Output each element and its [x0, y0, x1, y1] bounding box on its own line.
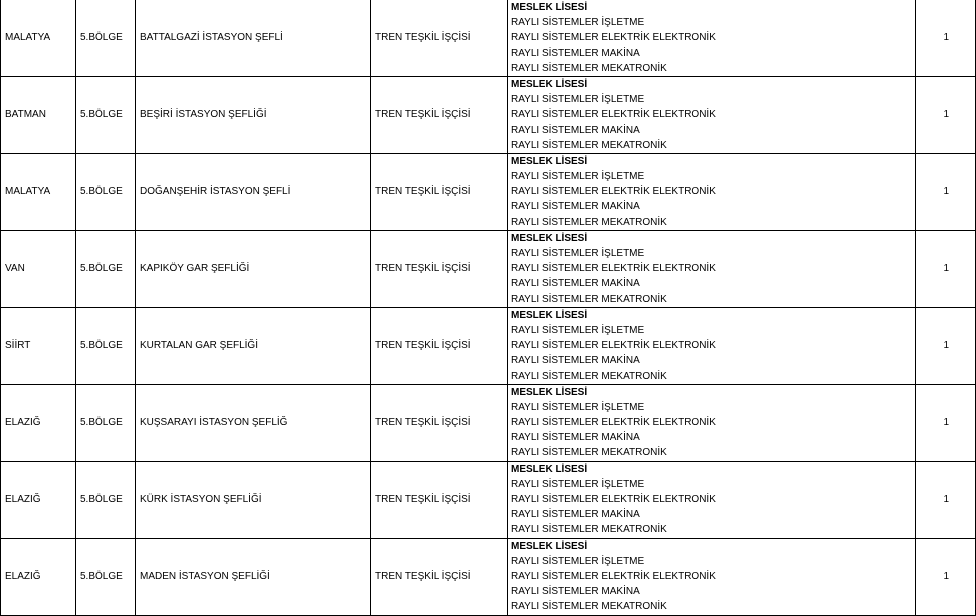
- unit-cell: DOĞANŞEHİR İSTASYON ŞEFLİ: [136, 153, 371, 230]
- requirement-line: RAYLI SİSTEMLER MEKATRONİK: [511, 216, 667, 228]
- requirement-line: RAYLI SİSTEMLER ELEKTRİK ELEKTRONİK: [511, 340, 716, 352]
- region-cell: 5.BÖLGE: [76, 384, 136, 461]
- region-cell: 5.BÖLGE: [76, 76, 136, 153]
- province-cell: SİİRT: [1, 307, 76, 384]
- requirement-line: RAYLI SİSTEMLER MAKİNA: [511, 586, 640, 598]
- requirement-line: RAYLI SİSTEMLER İŞLETME: [511, 555, 645, 567]
- table-row: [1, 461, 976, 538]
- count-cell: 1: [916, 461, 976, 538]
- province-cell: ELAZIĞ: [1, 461, 76, 538]
- requirement-line: RAYLI SİSTEMLER MAKİNA: [511, 355, 640, 367]
- position-cell: TREN TEŞKİL İŞÇİSİ: [371, 76, 508, 153]
- requirement-line: RAYLI SİSTEMLER MEKATRONİK: [511, 601, 667, 613]
- requirement-line: RAYLI SİSTEMLER MAKİNA: [511, 432, 640, 444]
- requirement-line: RAYLI SİSTEMLER MEKATRONİK: [511, 139, 667, 151]
- requirement-line: RAYLI SİSTEMLER MAKİNA: [511, 509, 640, 521]
- count-cell: 1: [916, 76, 976, 153]
- table-row: [1, 307, 976, 384]
- requirement-title: MESLEK LİSESİ: [511, 540, 588, 552]
- unit-cell: KAPIKÖY GAR ŞEFLİĞİ: [136, 230, 371, 307]
- table-row: [1, 76, 976, 153]
- count-cell: 1: [916, 230, 976, 307]
- unit-cell: BEŞİRİ İSTASYON ŞEFLİĞİ: [136, 76, 371, 153]
- position-cell: TREN TEŞKİL İŞÇİSİ: [371, 153, 508, 230]
- requirement-line: RAYLI SİSTEMLER İŞLETME: [511, 248, 645, 259]
- province-cell: ELAZIĞ: [1, 538, 76, 615]
- requirement-title: MESLEK LİSESİ: [511, 2, 588, 13]
- table-row: [1, 384, 976, 461]
- requirement-line: RAYLI SİSTEMLER ELEKTRİK ELEKTRONİK: [511, 32, 716, 44]
- position-cell: TREN TEŞKİL İŞÇİSİ: [371, 538, 508, 615]
- requirements-cell: [508, 76, 916, 153]
- position-cell: TREN TEŞKİL İŞÇİSİ: [371, 230, 508, 307]
- requirement-title: MESLEK LİSESİ: [511, 155, 588, 167]
- requirement-line: RAYLI SİSTEMLER MEKATRONİK: [511, 293, 667, 305]
- count-cell: 1: [916, 384, 976, 461]
- requirement-line: RAYLI SİSTEMLER İŞLETME: [511, 401, 645, 413]
- requirement-line: RAYLI SİSTEMLER MAKİNA: [511, 47, 640, 59]
- requirement-line: RAYLI SİSTEMLER MAKİNA: [511, 201, 640, 213]
- requirements-cell: [508, 307, 916, 384]
- requirement-line: RAYLI SİSTEMLER İŞLETME: [511, 94, 645, 106]
- requirement-line: RAYLI SİSTEMLER MAKİNA: [511, 124, 640, 136]
- requirements-cell: [508, 0, 916, 76]
- requirement-line: RAYLI SİSTEMLER MEKATRONİK: [511, 524, 667, 536]
- requirement-line: RAYLI SİSTEMLER ELEKTRİK ELEKTRONİK: [511, 570, 716, 582]
- unit-cell: KURTALAN GAR ŞEFLİĞİ: [136, 307, 371, 384]
- province-cell: BATMAN: [1, 76, 76, 153]
- unit-cell: BATTALGAZİ İSTASYON ŞEFLİ: [136, 0, 371, 76]
- requirement-line: RAYLI SİSTEMLER ELEKTRİK ELEKTRONİK: [511, 186, 716, 198]
- region-cell: 5.BÖLGE: [76, 153, 136, 230]
- requirement-line: RAYLI SİSTEMLER MEKATRONİK: [511, 370, 667, 382]
- requirements-cell: [508, 538, 916, 615]
- table-body: [1, 0, 976, 615]
- position-cell: TREN TEŞKİL İŞÇİSİ: [371, 461, 508, 538]
- count-cell: 1: [916, 538, 976, 615]
- requirement-title: MESLEK LİSESİ: [511, 78, 588, 90]
- requirement-line: RAYLI SİSTEMLER ELEKTRİK ELEKTRONİK: [511, 263, 716, 275]
- requirement-line: RAYLI SİSTEMLER İŞLETME: [511, 324, 645, 336]
- position-cell: TREN TEŞKİL İŞÇİSİ: [371, 0, 508, 76]
- requirement-line: RAYLI SİSTEMLER ELEKTRİK ELEKTRONİK: [511, 494, 716, 505]
- region-cell: 5.BÖLGE: [76, 230, 136, 307]
- requirement-title: MESLEK LİSESİ: [511, 386, 588, 398]
- table-row: [1, 538, 976, 615]
- province-cell: MALATYA: [1, 0, 76, 76]
- requirements-cell: [508, 153, 916, 230]
- province-cell: MALATYA: [1, 153, 76, 230]
- region-cell: 5.BÖLGE: [76, 538, 136, 615]
- count-cell: 1: [916, 307, 976, 384]
- requirement-line: RAYLI SİSTEMLER İŞLETME: [511, 478, 645, 490]
- requirements-cell: [508, 384, 916, 461]
- table-row: [1, 230, 976, 307]
- count-cell: 1: [916, 0, 976, 76]
- requirement-line: RAYLI SİSTEMLER ELEKTRİK ELEKTRONİK: [511, 109, 716, 121]
- province-cell: ELAZIĞ: [1, 384, 76, 461]
- unit-cell: MADEN İSTASYON ŞEFLİĞİ: [136, 538, 371, 615]
- region-cell: 5.BÖLGE: [76, 0, 136, 76]
- requirement-title: MESLEK LİSESİ: [511, 232, 588, 244]
- requirement-line: RAYLI SİSTEMLER MEKATRONİK: [511, 62, 667, 74]
- requirement-line: RAYLI SİSTEMLER İŞLETME: [511, 171, 645, 183]
- table-row: [1, 0, 976, 76]
- requirements-cell: [508, 230, 916, 307]
- requirement-line: RAYLI SİSTEMLER MEKATRONİK: [511, 447, 667, 459]
- table-row: [1, 153, 976, 230]
- region-cell: 5.BÖLGE: [76, 461, 136, 538]
- unit-cell: KUŞSARAYI İSTASYON ŞEFLİĞ: [136, 384, 371, 461]
- requirement-title: MESLEK LİSESİ: [511, 463, 588, 475]
- unit-cell: KÜRK İSTASYON ŞEFLİĞİ: [136, 461, 371, 538]
- province-cell: VAN: [1, 230, 76, 307]
- requirement-line: RAYLI SİSTEMLER ELEKTRİK ELEKTRONİK: [511, 417, 716, 429]
- count-cell: 1: [916, 153, 976, 230]
- requirement-title: MESLEK LİSESİ: [511, 309, 588, 321]
- position-cell: TREN TEŞKİL İŞÇİSİ: [371, 384, 508, 461]
- region-cell: 5.BÖLGE: [76, 307, 136, 384]
- requirements-cell: [508, 461, 916, 538]
- requirement-line: RAYLI SİSTEMLER İŞLETME: [511, 17, 645, 29]
- requirement-line: RAYLI SİSTEMLER MAKİNA: [511, 278, 640, 290]
- position-cell: TREN TEŞKİL İŞÇİSİ: [371, 307, 508, 384]
